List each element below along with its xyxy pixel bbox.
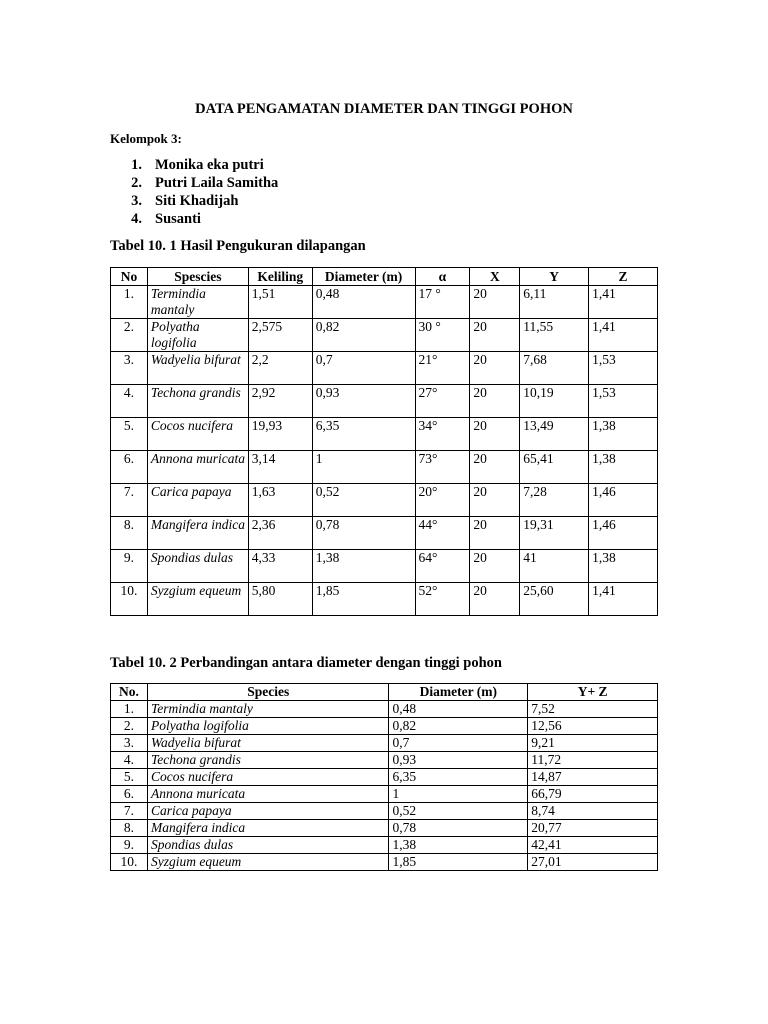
cell-alpha: 34° — [415, 418, 470, 451]
member-name: Putri Laila Samitha — [155, 175, 279, 191]
cell-x: 20 — [470, 286, 520, 319]
cell-species: Polyatha logifolia — [147, 319, 248, 352]
column-header: No — [111, 268, 148, 286]
cell-z: 1,38 — [589, 550, 658, 583]
cell-keliling: 1,51 — [248, 286, 312, 319]
cell-y-plus-z: 66,79 — [528, 786, 658, 803]
cell-z: 1,41 — [589, 286, 658, 319]
column-header: Diameter (m) — [389, 684, 528, 701]
table2-caption: Tabel 10. 2 Perbandingan antara diameter dengan tinggi pohon — [110, 655, 502, 671]
table-row — [111, 803, 658, 820]
cell-y: 7,28 — [520, 484, 589, 517]
cell-x: 20 — [470, 319, 520, 352]
member-name: Susanti — [155, 211, 201, 227]
cell-x: 20 — [470, 451, 520, 484]
cell-keliling: 19,93 — [248, 418, 312, 451]
cell-y: 6,11 — [520, 286, 589, 319]
column-header: Diameter (m) — [312, 268, 415, 286]
cell-species: Cocos nucifera — [147, 769, 389, 786]
cell-x: 20 — [470, 517, 520, 550]
cell-no: 7. — [111, 484, 148, 517]
cell-diameter: 1,85 — [389, 854, 528, 871]
list-item — [112, 192, 278, 210]
cell-alpha: 52° — [415, 583, 470, 616]
cell-diameter: 1 — [389, 786, 528, 803]
cell-species: Techona grandis — [147, 385, 248, 418]
table-row — [111, 550, 658, 583]
cell-x: 20 — [470, 484, 520, 517]
column-header: α — [415, 268, 470, 286]
cell-alpha: 17 ° — [415, 286, 470, 319]
table-row — [111, 352, 658, 385]
cell-species: Wadyelia bifurat — [147, 352, 248, 385]
cell-alpha: 20° — [415, 484, 470, 517]
member-name: Monika eka putri — [155, 157, 264, 173]
table-row — [111, 484, 658, 517]
column-header: No. — [111, 684, 148, 701]
cell-y-plus-z: 8,74 — [528, 803, 658, 820]
column-header: X — [470, 268, 520, 286]
cell-y: 10,19 — [520, 385, 589, 418]
member-list — [112, 156, 278, 228]
table-row — [111, 583, 658, 616]
cell-x: 20 — [470, 352, 520, 385]
member-number: 4. — [131, 211, 142, 227]
list-item — [112, 210, 278, 228]
group-label: Kelompok 3: — [110, 131, 182, 146]
table-row — [111, 854, 658, 871]
cell-species: Carica papaya — [147, 484, 248, 517]
cell-species: Cocos nucifera — [147, 418, 248, 451]
cell-diameter: 0,7 — [389, 735, 528, 752]
cell-diameter: 0,48 — [312, 286, 415, 319]
cell-diameter: 0,52 — [312, 484, 415, 517]
cell-diameter: 0,78 — [312, 517, 415, 550]
list-item — [112, 156, 278, 174]
cell-alpha: 27° — [415, 385, 470, 418]
cell-y: 7,68 — [520, 352, 589, 385]
cell-diameter: 1,85 — [312, 583, 415, 616]
cell-no: 3. — [111, 735, 148, 752]
cell-no: 9. — [111, 550, 148, 583]
member-name: Siti Khadijah — [155, 193, 239, 209]
cell-diameter: 6,35 — [389, 769, 528, 786]
cell-y-plus-z: 42,41 — [528, 837, 658, 854]
cell-x: 20 — [470, 550, 520, 583]
cell-keliling: 3,14 — [248, 451, 312, 484]
cell-species: Annona muricata — [147, 451, 248, 484]
cell-species: Carica papaya — [147, 803, 389, 820]
cell-no: 4. — [111, 385, 148, 418]
cell-diameter: 0,93 — [389, 752, 528, 769]
cell-z: 1,53 — [589, 352, 658, 385]
cell-diameter: 0,82 — [312, 319, 415, 352]
cell-species: Techona grandis — [147, 752, 389, 769]
cell-y-plus-z: 9,21 — [528, 735, 658, 752]
cell-x: 20 — [470, 583, 520, 616]
cell-z: 1,41 — [589, 319, 658, 352]
cell-y: 11,55 — [520, 319, 589, 352]
cell-alpha: 30 ° — [415, 319, 470, 352]
cell-keliling: 2,92 — [248, 385, 312, 418]
cell-species: Syzgium equeum — [147, 854, 389, 871]
cell-y: 19,31 — [520, 517, 589, 550]
cell-no: 10. — [111, 854, 148, 871]
list-item — [112, 174, 278, 192]
cell-y: 65,41 — [520, 451, 589, 484]
cell-species: Spondias dulas — [147, 837, 389, 854]
column-header: Y — [520, 268, 589, 286]
cell-z: 1,38 — [589, 451, 658, 484]
comparison-table — [110, 683, 658, 871]
cell-alpha: 21° — [415, 352, 470, 385]
cell-diameter: 0,78 — [389, 820, 528, 837]
cell-diameter: 1 — [312, 451, 415, 484]
cell-alpha: 73° — [415, 451, 470, 484]
cell-species: Mangifera indica — [147, 820, 389, 837]
table-header-row — [111, 684, 658, 701]
table-row — [111, 385, 658, 418]
measurement-table — [110, 267, 658, 616]
cell-no: 1. — [111, 701, 148, 718]
page-title: DATA PENGAMATAN DIAMETER DAN TINGGI POHON — [195, 101, 573, 117]
cell-species: Wadyelia bifurat — [147, 735, 389, 752]
cell-keliling: 1,63 — [248, 484, 312, 517]
column-header: Species — [147, 684, 389, 701]
cell-diameter: 0,48 — [389, 701, 528, 718]
cell-y: 13,49 — [520, 418, 589, 451]
cell-y-plus-z: 20,77 — [528, 820, 658, 837]
cell-species: Annona muricata — [147, 786, 389, 803]
table-row — [111, 837, 658, 854]
table-row — [111, 786, 658, 803]
cell-species: Termindia mantaly — [147, 286, 248, 319]
cell-z: 1,41 — [589, 583, 658, 616]
cell-diameter: 0,93 — [312, 385, 415, 418]
table-row — [111, 286, 658, 319]
cell-no: 7. — [111, 803, 148, 820]
cell-no: 8. — [111, 820, 148, 837]
cell-alpha: 64° — [415, 550, 470, 583]
cell-z: 1,46 — [589, 517, 658, 550]
cell-no: 4. — [111, 752, 148, 769]
member-number: 1. — [131, 157, 142, 173]
table-header-row — [111, 268, 658, 286]
cell-y-plus-z: 7,52 — [528, 701, 658, 718]
table-row — [111, 701, 658, 718]
cell-no: 5. — [111, 418, 148, 451]
cell-x: 20 — [470, 418, 520, 451]
table-row — [111, 418, 658, 451]
cell-no: 2. — [111, 718, 148, 735]
cell-species: Spondias dulas — [147, 550, 248, 583]
table-row — [111, 820, 658, 837]
cell-diameter: 0,7 — [312, 352, 415, 385]
cell-keliling: 2,575 — [248, 319, 312, 352]
cell-no: 6. — [111, 451, 148, 484]
cell-diameter: 0,52 — [389, 803, 528, 820]
cell-no: 3. — [111, 352, 148, 385]
cell-y-plus-z: 14,87 — [528, 769, 658, 786]
table-row — [111, 735, 658, 752]
table-row — [111, 769, 658, 786]
cell-keliling: 4,33 — [248, 550, 312, 583]
column-header: Y+ Z — [528, 684, 658, 701]
cell-y-plus-z: 27,01 — [528, 854, 658, 871]
cell-y-plus-z: 12,56 — [528, 718, 658, 735]
cell-keliling: 2,2 — [248, 352, 312, 385]
column-header: Z — [589, 268, 658, 286]
cell-alpha: 44° — [415, 517, 470, 550]
table-row — [111, 319, 658, 352]
cell-diameter: 0,82 — [389, 718, 528, 735]
cell-species: Mangifera indica — [147, 517, 248, 550]
cell-keliling: 5,80 — [248, 583, 312, 616]
cell-y: 25,60 — [520, 583, 589, 616]
cell-species: Polyatha logifolia — [147, 718, 389, 735]
cell-z: 1,53 — [589, 385, 658, 418]
member-number: 2. — [131, 175, 142, 191]
cell-no: 1. — [111, 286, 148, 319]
cell-no: 8. — [111, 517, 148, 550]
cell-diameter: 1,38 — [389, 837, 528, 854]
table-row — [111, 517, 658, 550]
cell-x: 20 — [470, 385, 520, 418]
table-row — [111, 451, 658, 484]
cell-species: Syzgium equeum — [147, 583, 248, 616]
cell-keliling: 2,36 — [248, 517, 312, 550]
column-header: Spescies — [147, 268, 248, 286]
member-number: 3. — [131, 193, 142, 209]
cell-no: 6. — [111, 786, 148, 803]
cell-no: 10. — [111, 583, 148, 616]
cell-y-plus-z: 11,72 — [528, 752, 658, 769]
column-header: Keliling — [248, 268, 312, 286]
cell-no: 9. — [111, 837, 148, 854]
table-row — [111, 752, 658, 769]
cell-y: 41 — [520, 550, 589, 583]
cell-no: 2. — [111, 319, 148, 352]
cell-diameter: 6,35 — [312, 418, 415, 451]
table1-caption: Tabel 10. 1 Hasil Pengukuran dilapangan — [110, 238, 366, 254]
cell-z: 1,46 — [589, 484, 658, 517]
cell-z: 1,38 — [589, 418, 658, 451]
cell-species: Termindia mantaly — [147, 701, 389, 718]
cell-diameter: 1,38 — [312, 550, 415, 583]
table-row — [111, 718, 658, 735]
cell-no: 5. — [111, 769, 148, 786]
